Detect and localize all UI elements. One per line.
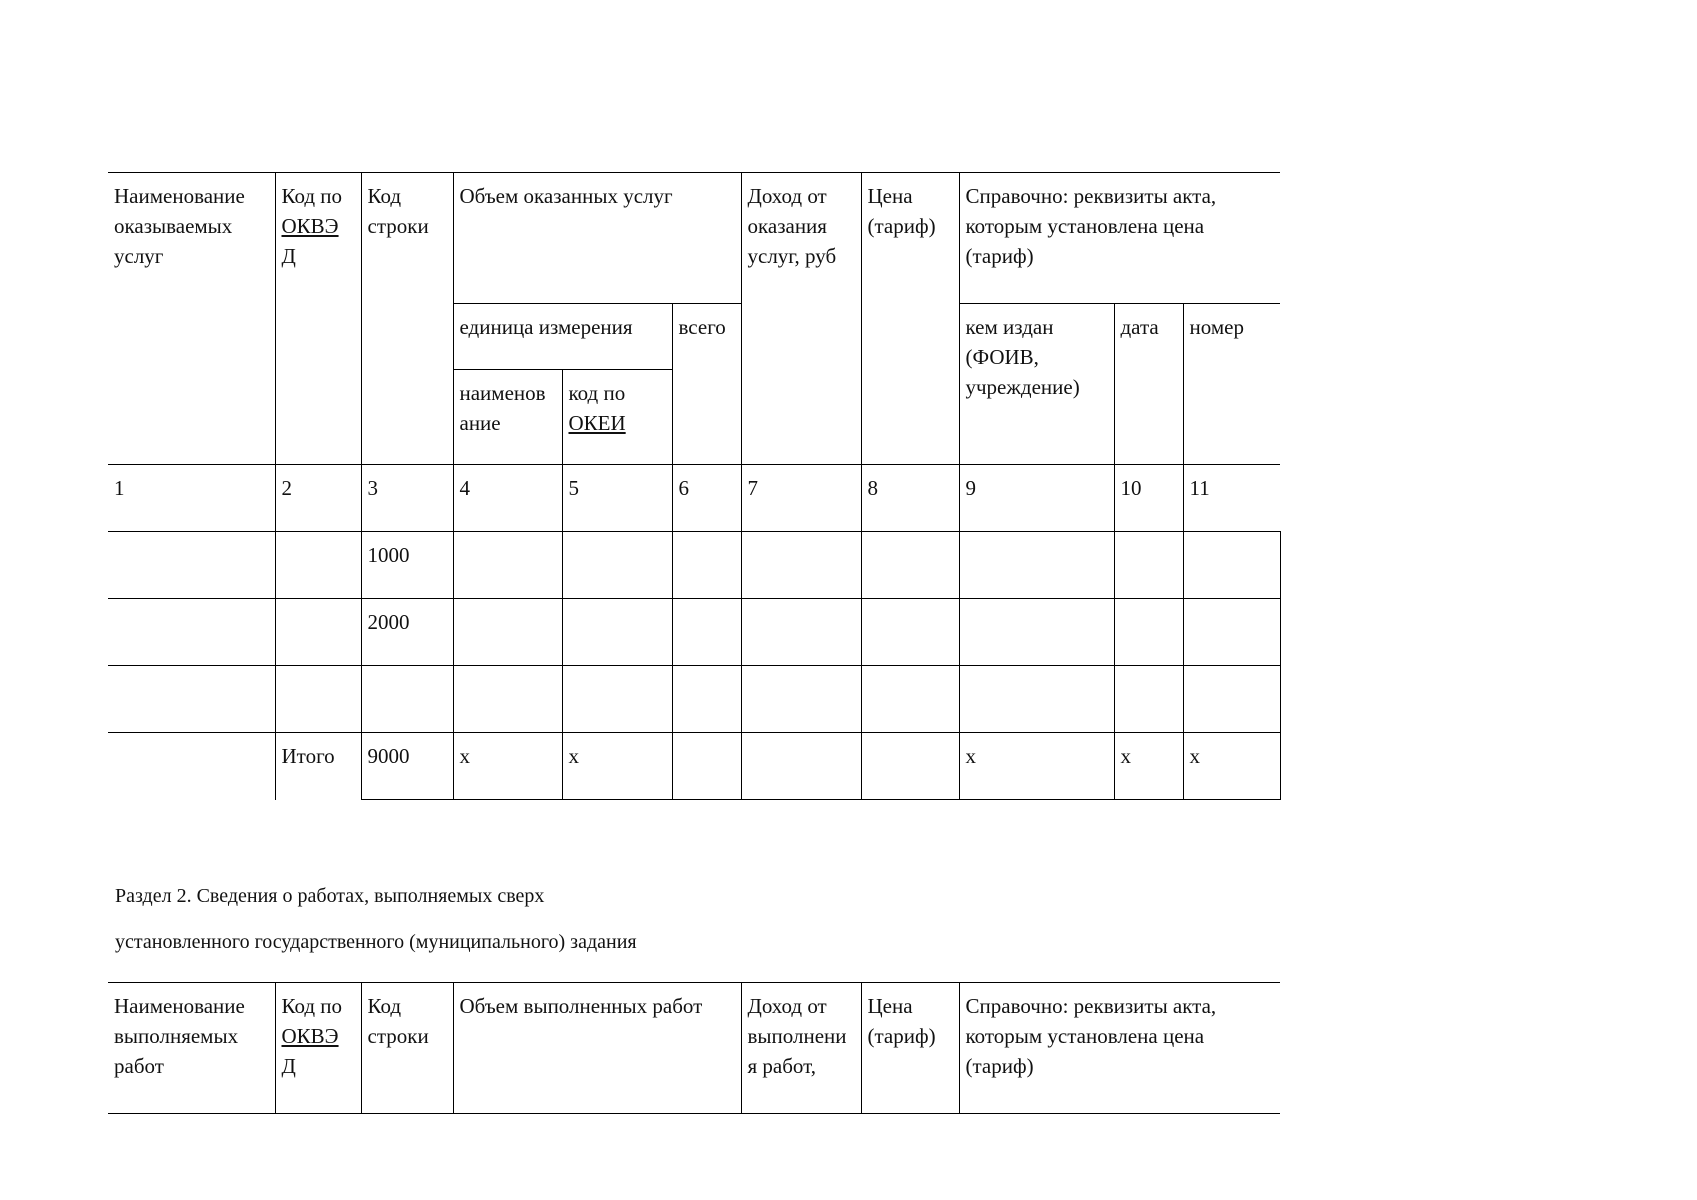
table-cell[interactable] <box>861 666 959 733</box>
header-total: всего <box>672 304 741 465</box>
total-cell: 9000 <box>361 733 453 800</box>
table-cell[interactable] <box>1183 599 1280 666</box>
table-cell[interactable] <box>275 666 361 733</box>
header-okei: код по ОКЕИ <box>562 370 672 465</box>
table-cell[interactable] <box>1114 599 1183 666</box>
column-number: 8 <box>861 465 959 532</box>
total-cell: х <box>1114 733 1183 800</box>
header-issued-by: кем издан (ФОИВ, учреждение) <box>959 304 1114 465</box>
total-spacer <box>108 733 275 800</box>
column-number: 1 <box>108 465 275 532</box>
column-number: 6 <box>672 465 741 532</box>
header-unit: единица измерения <box>453 304 672 370</box>
table-cell[interactable] <box>861 532 959 599</box>
table-cell[interactable] <box>453 666 562 733</box>
table-cell[interactable] <box>672 599 741 666</box>
header-service-name: Наименование оказываемых услуг <box>108 173 275 465</box>
total-cell: х <box>562 733 672 800</box>
header-price: Цена (тариф) <box>861 983 959 1114</box>
table-cell[interactable] <box>562 532 672 599</box>
column-number: 4 <box>453 465 562 532</box>
table-cell[interactable]: 2000 <box>361 599 453 666</box>
header-number: номер <box>1183 304 1280 465</box>
table-row <box>108 599 1280 666</box>
table-cell[interactable] <box>453 599 562 666</box>
total-label: Итого <box>275 733 361 800</box>
column-numbers-row <box>108 465 1280 532</box>
table-cell[interactable] <box>108 666 275 733</box>
section2-title-line1: Раздел 2. Сведения о работах, выполняемых сверх <box>115 885 545 907</box>
header-unit-name: наименов ание <box>453 370 562 465</box>
table-cell[interactable] <box>361 666 453 733</box>
table-cell[interactable] <box>1114 666 1183 733</box>
header-row-code: Код строки <box>361 983 453 1114</box>
total-cell[interactable] <box>861 733 959 800</box>
okved-link[interactable]: ОКВЭ Д <box>281 213 339 268</box>
section2-title-line2: установленного государственного (муниципального) задания <box>115 931 637 953</box>
header-income: Доход от оказания услуг, руб <box>741 173 861 465</box>
total-cell[interactable] <box>672 733 741 800</box>
header-okved: Код по ОКВЭ Д <box>275 173 361 465</box>
column-number: 3 <box>361 465 453 532</box>
table-cell[interactable] <box>453 532 562 599</box>
header-date: дата <box>1114 304 1183 465</box>
table-cell[interactable] <box>672 666 741 733</box>
table-cell[interactable] <box>741 599 861 666</box>
header-reference: Справочно: реквизиты акта, которым установлена цена (тариф) <box>959 173 1280 304</box>
table-cell[interactable] <box>562 599 672 666</box>
table-cell[interactable] <box>1183 666 1280 733</box>
total-row <box>108 733 1280 800</box>
table-cell[interactable] <box>959 666 1114 733</box>
table-cell[interactable] <box>562 666 672 733</box>
table-cell[interactable] <box>1114 532 1183 599</box>
header-work-name: Наименование выполняемых работ <box>108 983 275 1114</box>
column-number: 2 <box>275 465 361 532</box>
total-cell: х <box>1183 733 1280 800</box>
okved-link[interactable]: ОКВЭ Д <box>281 1023 339 1078</box>
table-cell[interactable] <box>741 532 861 599</box>
table-cell[interactable] <box>108 532 275 599</box>
table-row <box>108 532 1280 599</box>
header-row-code: Код строки <box>361 173 453 465</box>
table-cell[interactable] <box>959 532 1114 599</box>
header-price: Цена (тариф) <box>861 173 959 465</box>
table-cell[interactable] <box>959 599 1114 666</box>
total-cell: х <box>453 733 562 800</box>
table-cell[interactable] <box>275 599 361 666</box>
column-number: 7 <box>741 465 861 532</box>
header-okved: Код по ОКВЭ Д <box>275 983 361 1114</box>
column-number: 10 <box>1114 465 1183 532</box>
table-cell[interactable] <box>108 599 275 666</box>
table-cell[interactable] <box>1183 532 1280 599</box>
table-cell[interactable] <box>672 532 741 599</box>
works-table <box>108 982 1280 1114</box>
header-income: Доход от выполнени я работ, <box>741 983 861 1114</box>
okei-link[interactable]: ОКЕИ <box>568 410 626 435</box>
header-volume: Объем оказанных услуг <box>453 173 741 304</box>
total-cell: х <box>959 733 1114 800</box>
column-number: 5 <box>562 465 672 532</box>
column-number: 9 <box>959 465 1114 532</box>
table-row <box>108 666 1280 733</box>
table-cell[interactable]: 1000 <box>361 532 453 599</box>
table-cell[interactable] <box>275 532 361 599</box>
total-cell[interactable] <box>741 733 861 800</box>
column-number: 11 <box>1183 465 1280 532</box>
services-table <box>108 172 1281 800</box>
table-cell[interactable] <box>741 666 861 733</box>
header-volume: Объем выполненных работ <box>453 983 741 1114</box>
header-reference: Справочно: реквизиты акта, которым установлена цена (тариф) <box>959 983 1280 1114</box>
table-cell[interactable] <box>861 599 959 666</box>
